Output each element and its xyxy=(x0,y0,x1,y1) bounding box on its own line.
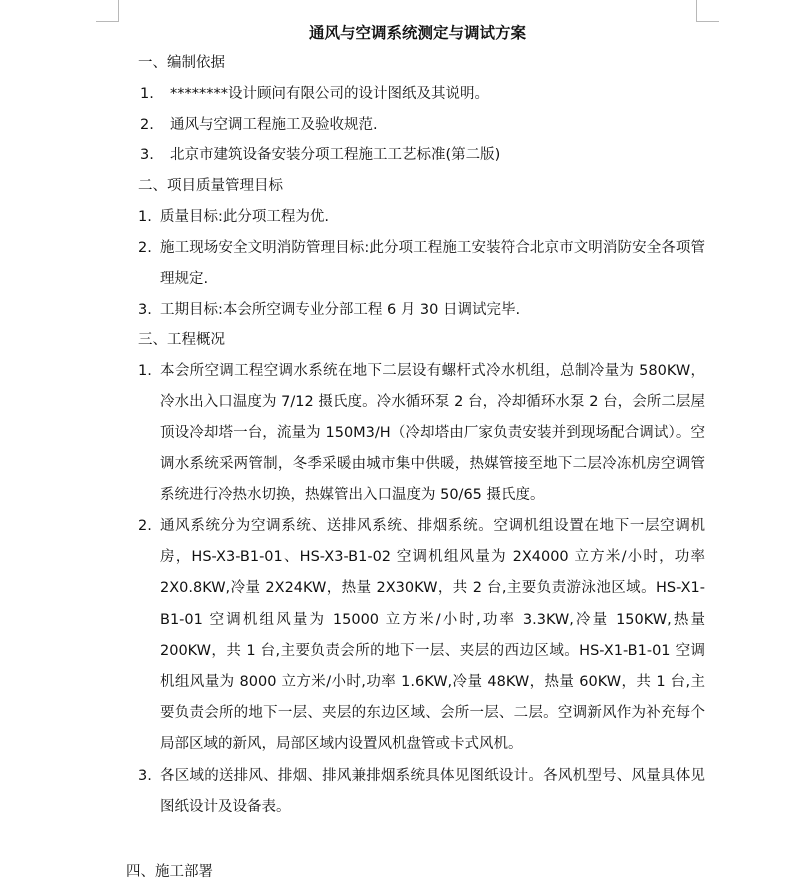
list-item xyxy=(130,79,705,110)
item-number: 1. xyxy=(140,86,154,102)
section-heading: 四、施工部署 xyxy=(126,864,213,880)
item-number: 1. xyxy=(138,208,152,225)
section-heading: 一、编制依据 xyxy=(138,55,225,71)
item-number: 3. xyxy=(138,767,152,784)
item-number: 3. xyxy=(138,301,152,318)
item-text: 施工现场安全文明消防管理目标:此分项工程施工安装符合北京市文明消防安全各项管理规定. xyxy=(160,239,705,287)
item-text: 通风系统分为空调系统、送排风系统、排烟系统。空调机组设置在地下一层空调机房，HS-X3-B1-01、HS-X3-B1-02 空调机组风量为 2X4000 立方米/小时，功率 2X0.8KW,冷量 2X24KW，热量 2X30KW，共 2 台,主要负责游泳池区域。HS-X1-B1-01 空调机组风量为 15000 立方米/小时,功率 3.3KW,冷量 150KW,热量 200KW，共 1 台,主要负责会所的地下一层、夹层的西边区域。HS-X1-B1-01 空调机组风量为 8000 立方米/小时,功率 1.6KW,冷量 48KW，热量 60KW，共 1 台,主要负责会所的地下一层、夹层的东边区域、会所一层、二层。空调新风作为补充每个局部区域的新风，局部区域内设置风机盘管或卡式风机。 xyxy=(160,518,705,753)
page-corner-mark xyxy=(96,21,119,22)
list-item xyxy=(130,202,705,233)
item-text: 北京市建筑设备安装分项工程施工工艺标准(第二版) xyxy=(170,147,501,163)
list-item xyxy=(130,233,705,295)
list-item xyxy=(130,761,705,823)
item-text: 本会所空调工程空调水系统在地下二层设有螺杆式冷水机组，总制冷量为 580KW，冷水出入口温度为 7/12 摄氏度。冷水循环泵 2 台，冷却循环水泵 2 台，会所二层屋顶设冷却塔一台，流量为 150M3/H（冷却塔由厂家负责安装并到现场配合调试）。空调水系统采两管制，冬季采暖由城市集中供暖，热媒管接至地下二层冷冻机房空调管系统进行冷热水切换，热媒管出入口温度为 50/65 摄氏度。 xyxy=(160,363,705,503)
item-text: 通风与空调工程施工及验收规范. xyxy=(170,116,378,133)
item-number: 1. xyxy=(138,363,152,379)
list-item xyxy=(130,511,705,761)
list-item xyxy=(130,110,705,141)
item-number: 2. xyxy=(140,116,154,133)
list-item xyxy=(130,356,705,511)
list-item xyxy=(130,140,705,171)
item-text: 各区域的送排风、排烟、排风兼排烟系统具体见图纸设计。各风机型号、风量具体见图纸设计及设备表。 xyxy=(160,767,705,815)
item-text: ********设计顾问有限公司的设计图纸及其说明。 xyxy=(170,86,489,102)
item-text: 工期目标:本会所空调专业分部工程 6 月 30 日调试完毕. xyxy=(160,301,521,318)
document-title: 通风与空调系统测定与调试方案 xyxy=(308,24,526,42)
list-item xyxy=(130,295,705,326)
item-text: 质量目标:此分项工程为优. xyxy=(160,208,329,225)
document-page xyxy=(130,18,705,823)
page-corner-mark xyxy=(118,0,119,22)
section-heading: 二、项目质量管理目标 xyxy=(138,177,283,194)
item-number: 3. xyxy=(140,147,154,163)
section-heading: 三、工程概况 xyxy=(138,332,225,348)
item-number: 2. xyxy=(138,518,152,534)
item-number: 2. xyxy=(138,239,152,256)
